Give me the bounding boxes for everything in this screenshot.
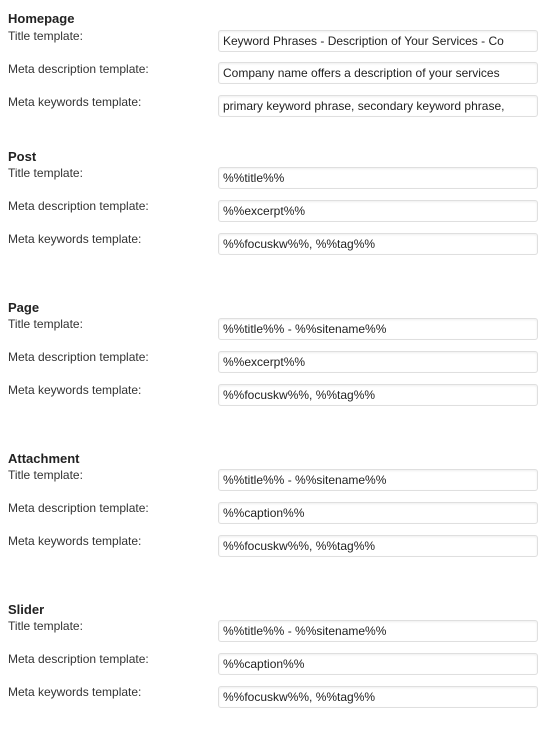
slider-title-input[interactable] xyxy=(218,620,538,642)
attachment-description-input[interactable] xyxy=(218,502,538,524)
homepage-title-input[interactable] xyxy=(218,30,538,52)
post-heading: Post xyxy=(8,149,37,164)
post-keywords-row xyxy=(0,232,555,256)
page-heading: Page xyxy=(8,300,40,315)
post-title-input[interactable] xyxy=(218,167,538,189)
attachment-title-row xyxy=(0,468,555,492)
slider-description-label: Meta description template: xyxy=(8,652,149,666)
page-keywords-input[interactable] xyxy=(218,384,538,406)
slider-title-label: Title template: xyxy=(8,619,83,633)
page-description-input[interactable] xyxy=(218,351,538,373)
attachment-heading: Attachment xyxy=(8,451,80,466)
post-keywords-input[interactable] xyxy=(218,233,538,255)
post-title-label: Title template: xyxy=(8,166,83,180)
homepage-description-input[interactable] xyxy=(218,62,538,84)
attachment-title-input[interactable] xyxy=(218,469,538,491)
page-keywords-label: Meta keywords template: xyxy=(8,383,142,397)
page-title-label: Title template: xyxy=(8,317,83,331)
slider-description-input[interactable] xyxy=(218,653,538,675)
slider-title-row xyxy=(0,619,555,643)
attachment-keywords-input[interactable] xyxy=(218,535,538,557)
attachment-keywords-label: Meta keywords template: xyxy=(8,534,142,548)
page-description-row xyxy=(0,350,555,374)
homepage-title-row xyxy=(0,29,555,53)
slider-keywords-label: Meta keywords template: xyxy=(8,685,142,699)
slider-keywords-input[interactable] xyxy=(218,686,538,708)
post-keywords-label: Meta keywords template: xyxy=(8,232,142,246)
homepage-keywords-label: Meta keywords template: xyxy=(8,95,142,109)
homepage-keywords-row xyxy=(0,95,555,119)
page-title-input[interactable] xyxy=(218,318,538,340)
attachment-keywords-row xyxy=(0,534,555,558)
homepage-description-row xyxy=(0,62,555,86)
homepage-description-label: Meta description template: xyxy=(8,62,149,76)
homepage-heading: Homepage xyxy=(8,11,75,26)
attachment-description-row xyxy=(0,501,555,525)
post-description-label: Meta description template: xyxy=(8,199,149,213)
post-description-row xyxy=(0,199,555,223)
homepage-title-label: Title template: xyxy=(8,29,83,43)
homepage-keywords-input[interactable] xyxy=(218,95,538,117)
post-title-row xyxy=(0,166,555,190)
slider-keywords-row xyxy=(0,685,555,709)
page-description-label: Meta description template: xyxy=(8,350,149,364)
attachment-description-label: Meta description template: xyxy=(8,501,149,515)
page-title-row xyxy=(0,317,555,341)
attachment-title-label: Title template: xyxy=(8,468,83,482)
post-description-input[interactable] xyxy=(218,200,538,222)
page-keywords-row xyxy=(0,383,555,407)
slider-heading: Slider xyxy=(8,602,45,617)
slider-description-row xyxy=(0,652,555,676)
